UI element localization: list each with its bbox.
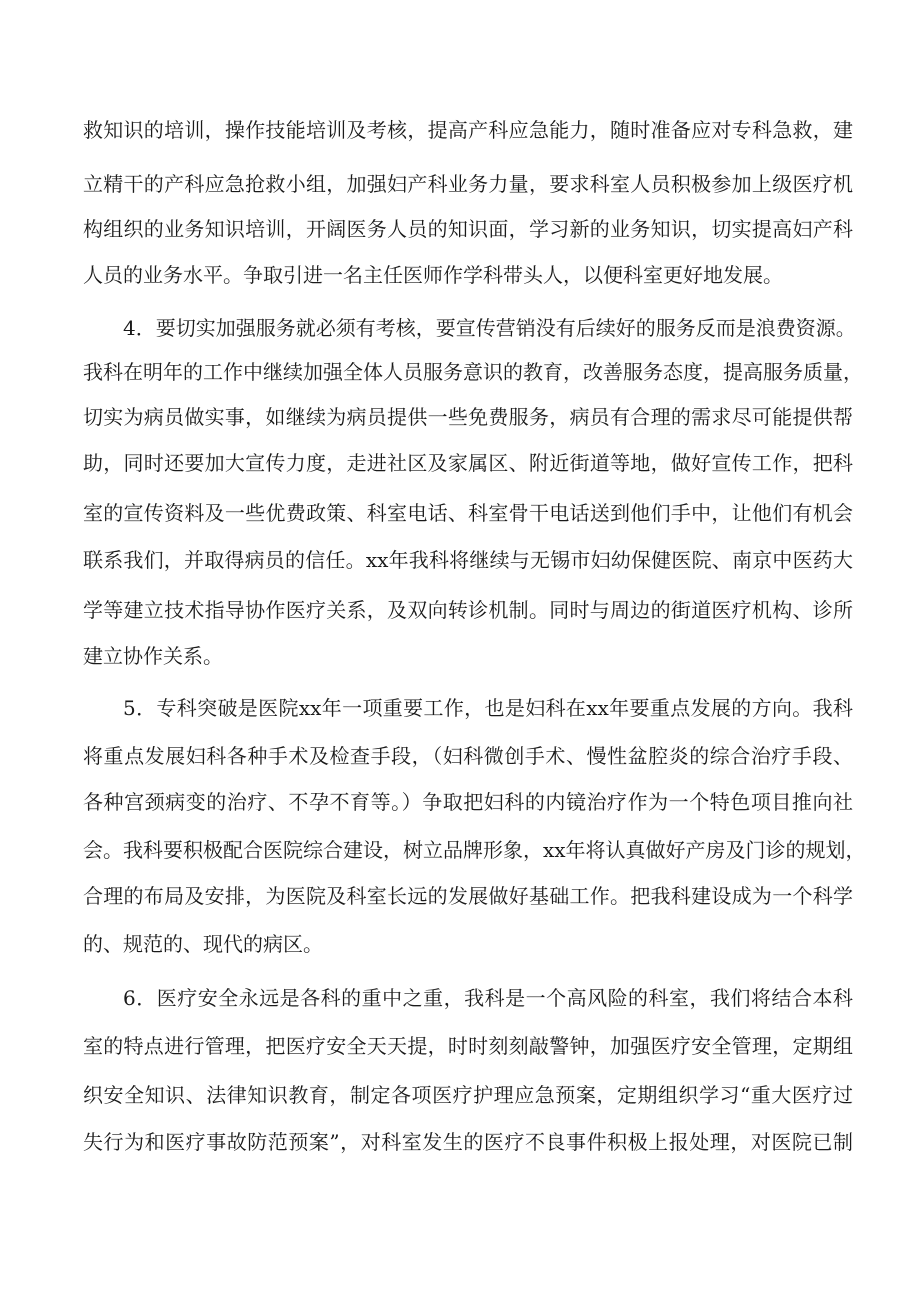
text-line: 室的特点进行管理，把医疗安全天天提，时时刻刻敲警钟，加强医疗安全管理，定期组: [83, 1034, 853, 1058]
text-line: 学等建立技术指导协作医疗关系，及双向转诊机制。同时与周边的街道医疗机构、诊所: [83, 598, 853, 622]
text-line: 室的宣传资料及一些优费政策、科室电话、科室骨干电话送到他们手中，让他们有机会: [83, 501, 853, 525]
text-line: 立精干的产科应急抢救小组，加强妇产科业务力量，要求科室人员积极参加上级医疗机: [83, 172, 853, 196]
paragraph-6-first-line: 6．医疗安全永远是各科的重中之重，我科是一个高风险的科室，我们将结合本科: [123, 986, 853, 1010]
text-line: 切实为病员做实事，如继续为病员提供一些免费服务，病员有合理的需求尽可能提供帮: [83, 405, 853, 429]
text-line: 我科在明年的工作中继续加强全体人员服务意识的教育，改善服务态度，提高服务质量，: [83, 360, 863, 384]
text-line: 合理的布局及安排，为医院及科室长远的发展做好基础工作。把我科建设成为一个科学: [83, 884, 853, 908]
text-line: 会。我科要积极配合医院综合建设，树立品牌形象，xx年将认真做好产房及门诊的规划，: [83, 838, 866, 862]
text-line: 救知识的培训，操作技能培训及考核，提高产科应急能力，随时准备应对专科急救，建: [83, 118, 853, 142]
paragraph-5-first-line: 5．专科突破是医院xx年一项重要工作，也是妇科在xx年要重点发展的方向。我科: [123, 696, 853, 720]
text-line: 人员的业务水平。争取引进一名主任医师作学科带头人，以便科室更好地发展。: [83, 263, 783, 287]
text-line: 织安全知识、法律知识教育，制定各项医疗护理应急预案，定期组织学习“重大医疗过: [83, 1083, 853, 1107]
text-line: 失行为和医疗事故防范预案”，对科室发生的医疗不良事件积极上报处理，对医院已制: [83, 1130, 853, 1154]
text-line: 助，同时还要加大宣传力度，走进社区及家属区、附近街道等地，做好宣传工作，把科: [83, 451, 853, 475]
text-line: 将重点发展妇科各种手术及检查手段，（妇科微创手术、慢性盆腔炎的综合治疗手段、: [83, 744, 853, 768]
text-line: 各种宫颈病变的治疗、不孕不育等。）争取把妇科的内镜治疗作为一个特色项目推向社: [83, 790, 853, 814]
text-line: 构组织的业务知识培训，开阔医务人员的知识面，学习新的业务知识，切实提高妇产科: [83, 217, 853, 241]
text-line: 的、规范的、现代的病区。: [83, 932, 323, 956]
text-line: 联系我们，并取得病员的信任。xx年我科将继续与无锡市妇幼保健医院、南京中医药大: [83, 548, 853, 572]
text-line: 建立协作关系。: [83, 644, 223, 668]
paragraph-4-first-line: 4．要切实加强服务就必须有考核，要宣传营销没有后续好的服务反而是浪费资源。: [123, 316, 856, 340]
